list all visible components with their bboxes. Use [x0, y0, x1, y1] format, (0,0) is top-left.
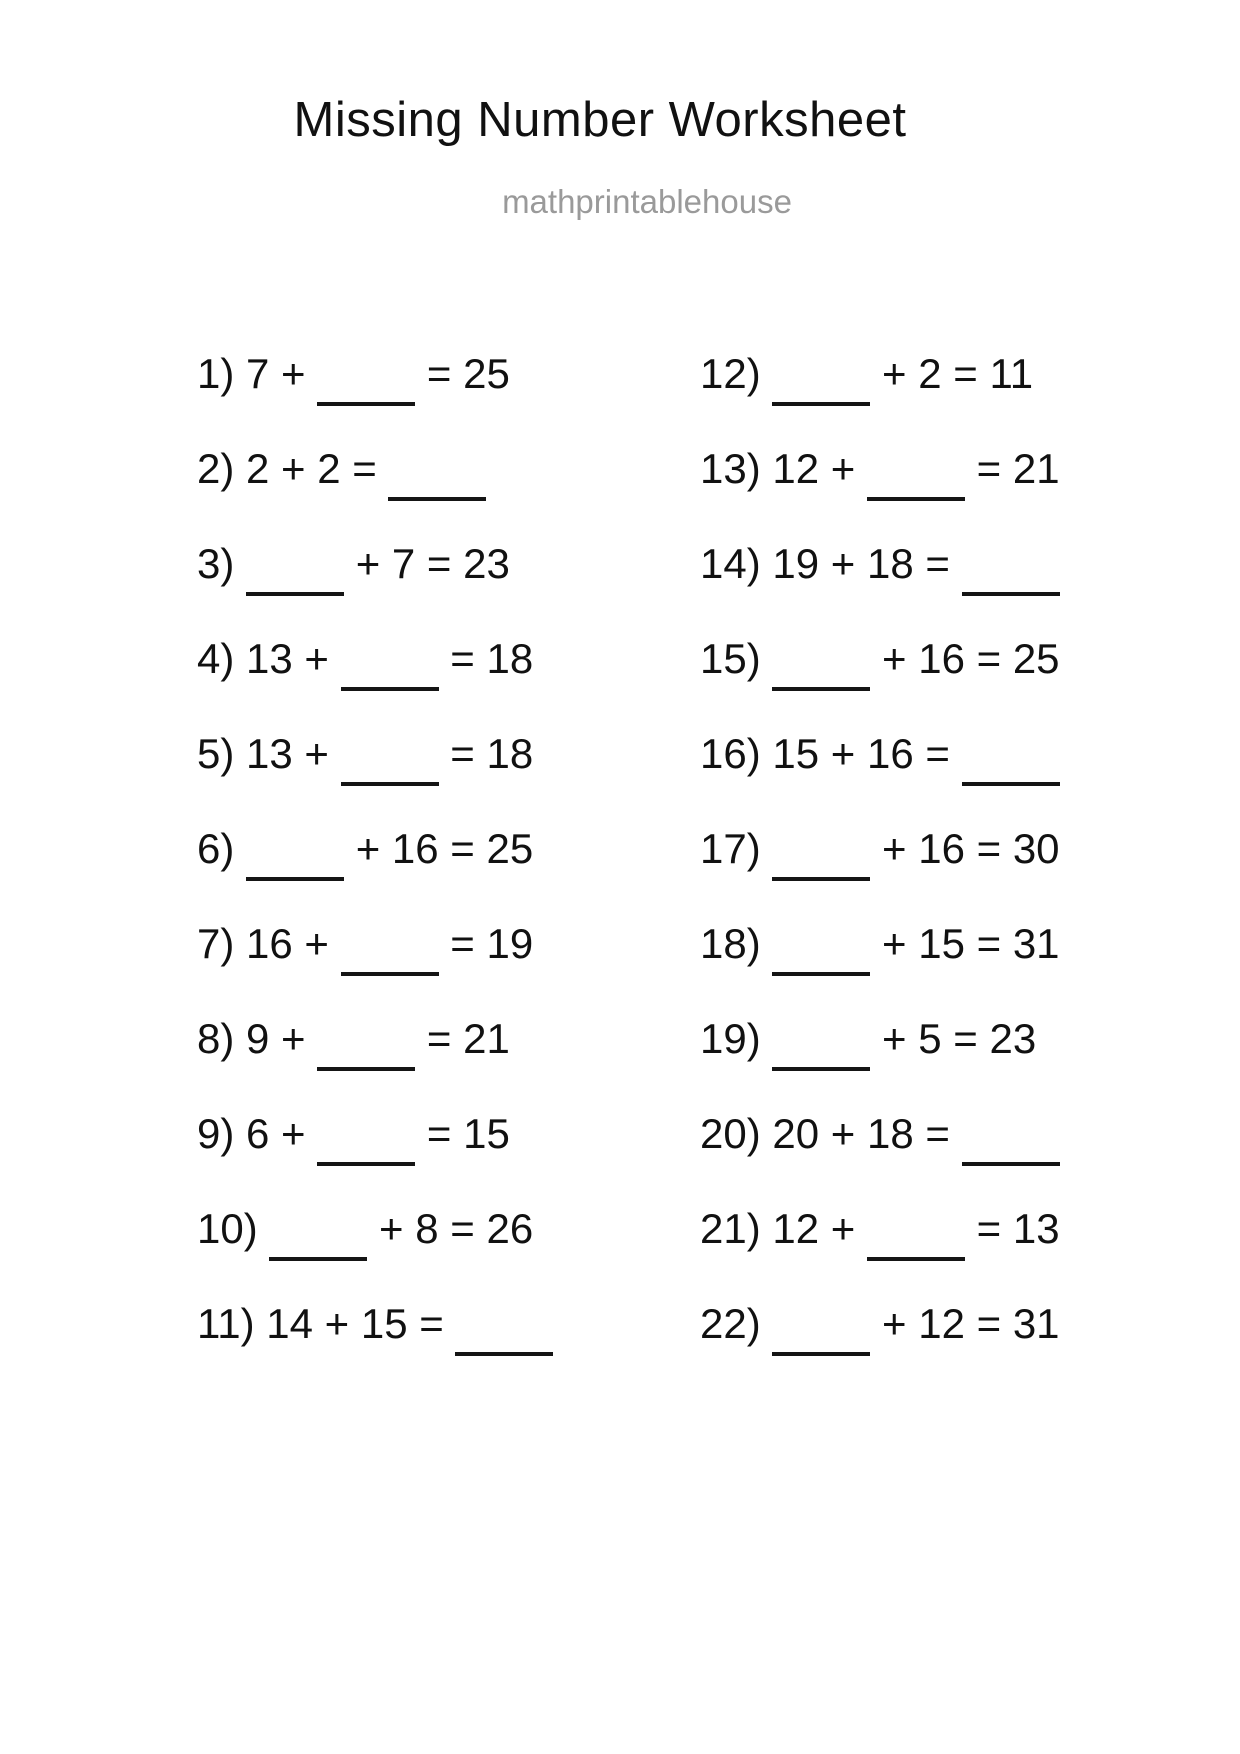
problem-number: 17) — [700, 824, 761, 872]
problem-row — [700, 896, 1240, 991]
answer-blank — [455, 1310, 553, 1356]
problem-text: = 13 — [964, 1204, 1060, 1252]
answer-blank — [867, 455, 965, 501]
problem-text: 12 + — [760, 444, 867, 492]
problem-row — [700, 991, 1240, 1086]
problem-text: + 5 = 23 — [870, 1014, 1037, 1062]
problem-row — [700, 801, 1240, 896]
problem-text — [761, 825, 773, 873]
problem-number: 20) — [700, 1109, 761, 1157]
problem-number: 5) — [197, 729, 235, 777]
problem-text — [761, 635, 773, 683]
problems-column-right — [700, 326, 1240, 1371]
problem-row — [197, 421, 700, 516]
problem-text: 15 + 16 = — [760, 729, 962, 777]
problem-number: 1) — [197, 349, 235, 397]
answer-blank — [772, 645, 870, 691]
answer-blank — [317, 1025, 415, 1071]
problem-number: 11) — [197, 1299, 255, 1347]
problem-text: 13 + — [234, 634, 341, 682]
problem-row — [700, 1086, 1240, 1181]
problem-row — [700, 326, 1240, 421]
problem-row — [197, 896, 700, 991]
problem-text: 20 + 18 = — [760, 1109, 962, 1157]
page-title: Missing Number Worksheet — [293, 93, 907, 147]
problem-text: = 15 — [415, 1109, 510, 1157]
problem-text: + 2 = 11 — [870, 349, 1034, 397]
problem-text — [258, 1205, 270, 1253]
problem-row — [700, 421, 1240, 516]
answer-blank — [962, 740, 1060, 786]
problem-number: 9) — [197, 1109, 235, 1157]
problem-text: = 18 — [438, 729, 534, 777]
problem-text: 14 + 15 = — [254, 1299, 456, 1347]
problem-number: 10) — [197, 1204, 258, 1252]
problem-text: 16 + — [234, 919, 341, 967]
problem-text — [234, 825, 246, 873]
problem-text: + 8 = 26 — [367, 1204, 534, 1252]
problem-number: 4) — [197, 634, 235, 682]
problem-number: 13) — [700, 444, 761, 492]
problem-text — [761, 1015, 773, 1063]
problem-number: 8) — [197, 1014, 235, 1062]
problem-number: 12) — [700, 349, 761, 397]
problem-text: 7 + — [234, 349, 318, 397]
problem-row — [197, 991, 700, 1086]
answer-blank — [341, 740, 439, 786]
problem-number: 19) — [700, 1014, 761, 1062]
problem-number: 3) — [197, 539, 235, 587]
answer-blank — [772, 930, 870, 976]
problem-text: + 16 = 25 — [870, 634, 1060, 682]
problem-row — [197, 801, 700, 896]
page-subtitle: mathprintablehouse — [502, 183, 792, 220]
problems-area — [197, 326, 1240, 1371]
problem-row — [700, 611, 1240, 706]
answer-blank — [772, 360, 870, 406]
problem-text — [234, 540, 246, 588]
answer-blank — [962, 550, 1060, 596]
problem-text — [761, 920, 773, 968]
problem-text — [761, 350, 773, 398]
problem-row — [700, 1181, 1240, 1276]
problem-number: 22) — [700, 1299, 761, 1347]
problem-row — [700, 1276, 1240, 1371]
problem-text: = 18 — [438, 634, 534, 682]
problem-row — [197, 1086, 700, 1181]
problem-text: = 21 — [415, 1014, 510, 1062]
problem-row — [197, 1181, 700, 1276]
answer-blank — [867, 1215, 965, 1261]
answer-blank — [246, 550, 344, 596]
problem-number: 15) — [700, 634, 761, 682]
answer-blank — [341, 930, 439, 976]
answer-blank — [317, 360, 415, 406]
problem-text — [761, 1300, 773, 1348]
problem-number: 6) — [197, 824, 235, 872]
answer-blank — [388, 455, 486, 501]
problem-row — [197, 611, 700, 706]
problem-number: 18) — [700, 919, 761, 967]
problem-number: 2) — [197, 444, 235, 492]
problem-text: 12 + — [760, 1204, 867, 1252]
answer-blank — [772, 1025, 870, 1071]
problem-number: 14) — [700, 539, 761, 587]
problem-text: = 25 — [415, 349, 510, 397]
problem-text: 9 + — [234, 1014, 318, 1062]
problem-row — [197, 516, 700, 611]
answer-blank — [317, 1120, 415, 1166]
problem-text: + 12 = 31 — [870, 1299, 1060, 1347]
answer-blank — [341, 645, 439, 691]
problem-text: 13 + — [234, 729, 341, 777]
problem-text: = 19 — [438, 919, 534, 967]
problem-number: 16) — [700, 729, 761, 777]
problem-row — [700, 516, 1240, 611]
problem-text: + 16 = 25 — [344, 824, 534, 872]
problem-text: + 7 = 23 — [344, 539, 510, 587]
problem-row — [197, 326, 700, 421]
problem-number: 7) — [197, 919, 235, 967]
answer-blank — [269, 1215, 367, 1261]
problem-row — [197, 706, 700, 801]
problem-row — [197, 1276, 700, 1371]
problem-text: = 21 — [964, 444, 1060, 492]
answer-blank — [246, 835, 344, 881]
problems-column-left — [197, 326, 700, 1371]
problem-text: + 15 = 31 — [870, 919, 1060, 967]
problem-number: 21) — [700, 1204, 761, 1252]
problem-text: 19 + 18 = — [760, 539, 962, 587]
problem-text: 2 + 2 = — [234, 444, 389, 492]
answer-blank — [772, 835, 870, 881]
problem-row — [700, 706, 1240, 801]
problem-text: + 16 = 30 — [870, 824, 1060, 872]
answer-blank — [962, 1120, 1060, 1166]
problem-text: 6 + — [234, 1109, 318, 1157]
answer-blank — [772, 1310, 870, 1356]
